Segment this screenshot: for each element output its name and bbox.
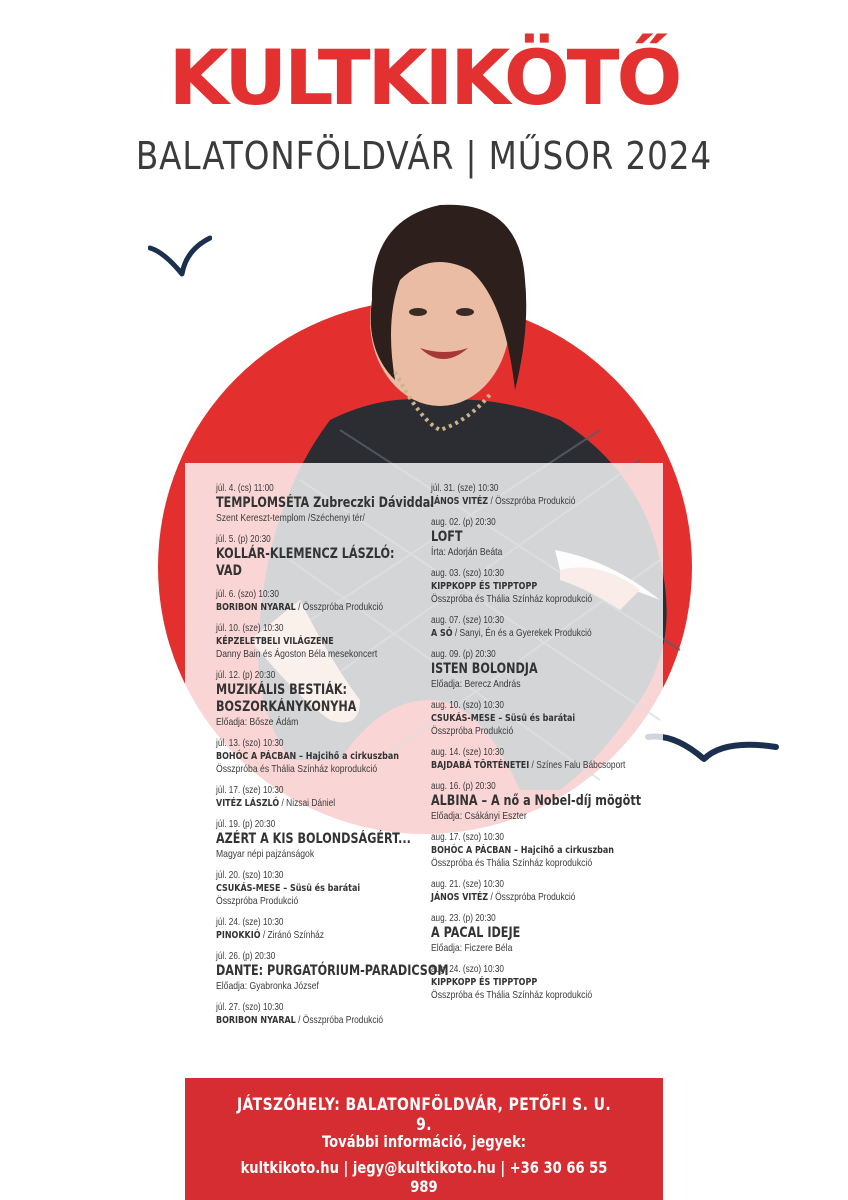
event-item: [216, 917, 431, 942]
event-producer: / Összpróba Produkció: [488, 495, 576, 507]
footer-banner: [185, 1078, 663, 1200]
event-date: júl. 5. (p) 20:30: [216, 534, 271, 545]
event-title: CSUKÁS-MESE – Süsü és barátai: [216, 883, 361, 894]
event-item: [431, 700, 666, 738]
event-title: KIPPKOPP ÉS TIPPTOPP: [431, 977, 538, 988]
event-producer: / Színes Falu Bábcsoport: [529, 759, 626, 771]
event-date: júl. 10. (sze) 10:30: [216, 623, 284, 634]
event-producer: / Összpróba Produkció: [295, 601, 384, 613]
event-item: [431, 913, 666, 955]
event-date: júl. 31. (sze) 10:30: [431, 483, 499, 494]
event-title: KIPPKOPP ÉS TIPPTOPP: [431, 581, 538, 592]
event-item: [216, 819, 431, 861]
event-title: KÉPZELETBELI VILÁGZENE: [216, 636, 334, 647]
event-subtitle: Előadja: Csákányi Eszter: [431, 810, 527, 822]
event-date: aug. 02. (p) 20:30: [431, 517, 496, 528]
event-title: PINOKKIÓ: [216, 930, 261, 941]
event-date: aug. 10. (szo) 10:30: [431, 700, 504, 711]
event-title-row: [431, 495, 619, 508]
event-title: JÁNOS VITÉZ: [431, 496, 489, 507]
event-date: aug. 09. (p) 20:30: [431, 649, 496, 660]
event-title: MUZIKÁLIS BESTIÁK:: [216, 682, 348, 698]
event-title: ISTEN BOLONDJA: [431, 661, 538, 677]
event-title-row: [431, 759, 626, 772]
event-subtitle: Szent Kereszt-templom /Széchenyi tér/: [216, 512, 365, 524]
event-title-row: [431, 627, 619, 640]
event-subtitle: Előadja: Ficzere Béla: [431, 942, 513, 954]
event-item: [216, 785, 431, 810]
event-subtitle: Összpróba és Thália Színház koprodukció: [431, 857, 593, 869]
event-title: AZÉRT A KIS BOLONDSÁGÉRT...: [216, 831, 411, 847]
event-title: BAJDABÁ TÖRTÉNETEI: [431, 760, 530, 771]
program-column-right: [431, 483, 666, 1011]
event-date: júl. 4. (cs) 11:00: [216, 483, 274, 494]
info-label: További információ, jegyek:: [321, 1132, 527, 1151]
event-date: júl. 27. (szo) 10:30: [216, 1002, 284, 1013]
event-item: [216, 534, 431, 580]
event-date: aug. 07. (sze) 10:30: [431, 615, 504, 626]
event-item: [431, 781, 666, 823]
event-title-line2: VAD: [216, 563, 242, 579]
event-title: BOHÓC A PÁCBAN – Hajcihő a cirkuszban: [431, 845, 614, 856]
event-date: aug. 24. (szo) 10:30: [431, 964, 504, 975]
event-subtitle: Előadja: Gyabronka József: [216, 980, 319, 992]
event-title: KOLLÁR-KLEMENCZ LÁSZLÓ:: [216, 546, 395, 562]
event-item: [431, 615, 666, 640]
event-subtitle: Összpróba és Thália Színház koprodukció: [431, 593, 593, 605]
event-item: [216, 483, 435, 525]
event-date: júl. 26. (p) 20:30: [216, 951, 276, 962]
event-item: [431, 964, 666, 1002]
event-title: ALBINA – A nő a Nobel-díj mögött: [431, 793, 642, 809]
event-date: júl. 24. (sze) 10:30: [216, 917, 284, 928]
event-item: [216, 1002, 431, 1027]
event-title: A PACAL IDEJE: [431, 925, 521, 941]
event-date: júl. 12. (p) 20:30: [216, 670, 276, 681]
venue-address: JÁTSZÓHELY: BALATONFÖLDVÁR, PETŐFI S. U. 9.: [236, 1095, 612, 1135]
event-title: BORIBON NYARAL: [216, 1015, 296, 1026]
event-subtitle: Előadja: Berecz András: [431, 678, 521, 690]
event-subtitle: Összpróba és Thália Színház koprodukció: [216, 763, 378, 775]
event-title-row: [216, 929, 388, 942]
event-subtitle: Magyar népi pajzánságok: [216, 848, 315, 860]
event-date: júl. 20. (szo) 10:30: [216, 870, 284, 881]
contact-line: kultkikoto.hu | jegy@kultkikoto.hu | +36 30 66 55 989: [240, 1158, 608, 1196]
event-title-row: [216, 1014, 388, 1027]
event-date: júl. 13. (szo) 10:30: [216, 738, 284, 749]
event-title: CSUKÁS-MESE – Süsü és barátai: [431, 713, 576, 724]
event-producer: / Összpróba Produkció: [295, 1014, 384, 1026]
event-item: [431, 832, 666, 870]
event-date: aug. 21. (sze) 10:30: [431, 879, 504, 890]
event-date: aug. 17. (szo) 10:30: [431, 832, 504, 843]
event-item: [431, 568, 666, 606]
event-date: aug. 16. (p) 20:30: [431, 781, 496, 792]
event-item: [431, 517, 666, 559]
brand-logo: KULTKIKÖTŐ: [168, 33, 680, 122]
page-subtitle: BALATONFÖLDVÁR | MŰSOR 2024: [135, 134, 713, 178]
event-item: [216, 738, 431, 776]
event-producer: / Összpróba Produkció: [488, 891, 576, 903]
event-item: [431, 483, 666, 508]
event-date: júl. 19. (p) 20:30: [216, 819, 276, 830]
event-date: júl. 17. (sze) 10:30: [216, 785, 284, 796]
event-subtitle: Összpróba és Thália Színház koprodukció: [431, 989, 593, 1001]
event-title: DANTE: PURGATÓRIUM-PARADICSOM: [216, 963, 449, 979]
event-item: [216, 951, 449, 993]
event-subtitle: Danny Bain és Ágoston Béla mesekoncert: [216, 648, 378, 660]
event-subtitle: Összpróba Produkció: [216, 895, 299, 907]
event-title: VITÉZ LÁSZLÓ: [216, 798, 280, 809]
event-item: [216, 623, 431, 661]
event-item: [216, 670, 431, 729]
event-producer: / Ziránó Színház: [260, 929, 325, 941]
event-title: A SÓ: [431, 628, 453, 639]
event-date: aug. 14. (sze) 10:30: [431, 747, 504, 758]
event-title: JÁNOS VITÉZ: [431, 892, 489, 903]
event-title-row: [431, 891, 619, 904]
event-title: LOFT: [431, 529, 463, 545]
event-title-row: [216, 797, 388, 810]
event-item: [431, 649, 666, 691]
event-title-line2: BOSZORKÁNYKONYHA: [216, 699, 357, 715]
event-item: [216, 589, 431, 614]
event-subtitle: Előadja: Bősze Ádám: [216, 716, 299, 728]
event-subtitle: Összpróba Produkció: [431, 725, 514, 737]
event-producer: / Nizsai Dániel: [279, 797, 336, 809]
event-title: BORIBON NYARAL: [216, 602, 296, 613]
event-title: BOHÓC A PÁCBAN – Hajcihő a cirkuszban: [216, 751, 399, 762]
event-subtitle: Írta: Adorján Beáta: [431, 546, 503, 558]
event-date: aug. 23. (p) 20:30: [431, 913, 496, 924]
event-date: aug. 03. (szo) 10:30: [431, 568, 504, 579]
event-item: [216, 870, 431, 908]
event-item: [431, 879, 666, 904]
event-producer: / Sanyi, Én és a Gyerekek Produkció: [452, 627, 592, 639]
event-title-row: [216, 601, 388, 614]
event-title: TEMPLOMSÉTA Zubreczki Dáviddal: [216, 495, 435, 511]
event-item: [431, 747, 666, 772]
event-date: júl. 6. (szo) 10:30: [216, 589, 279, 600]
